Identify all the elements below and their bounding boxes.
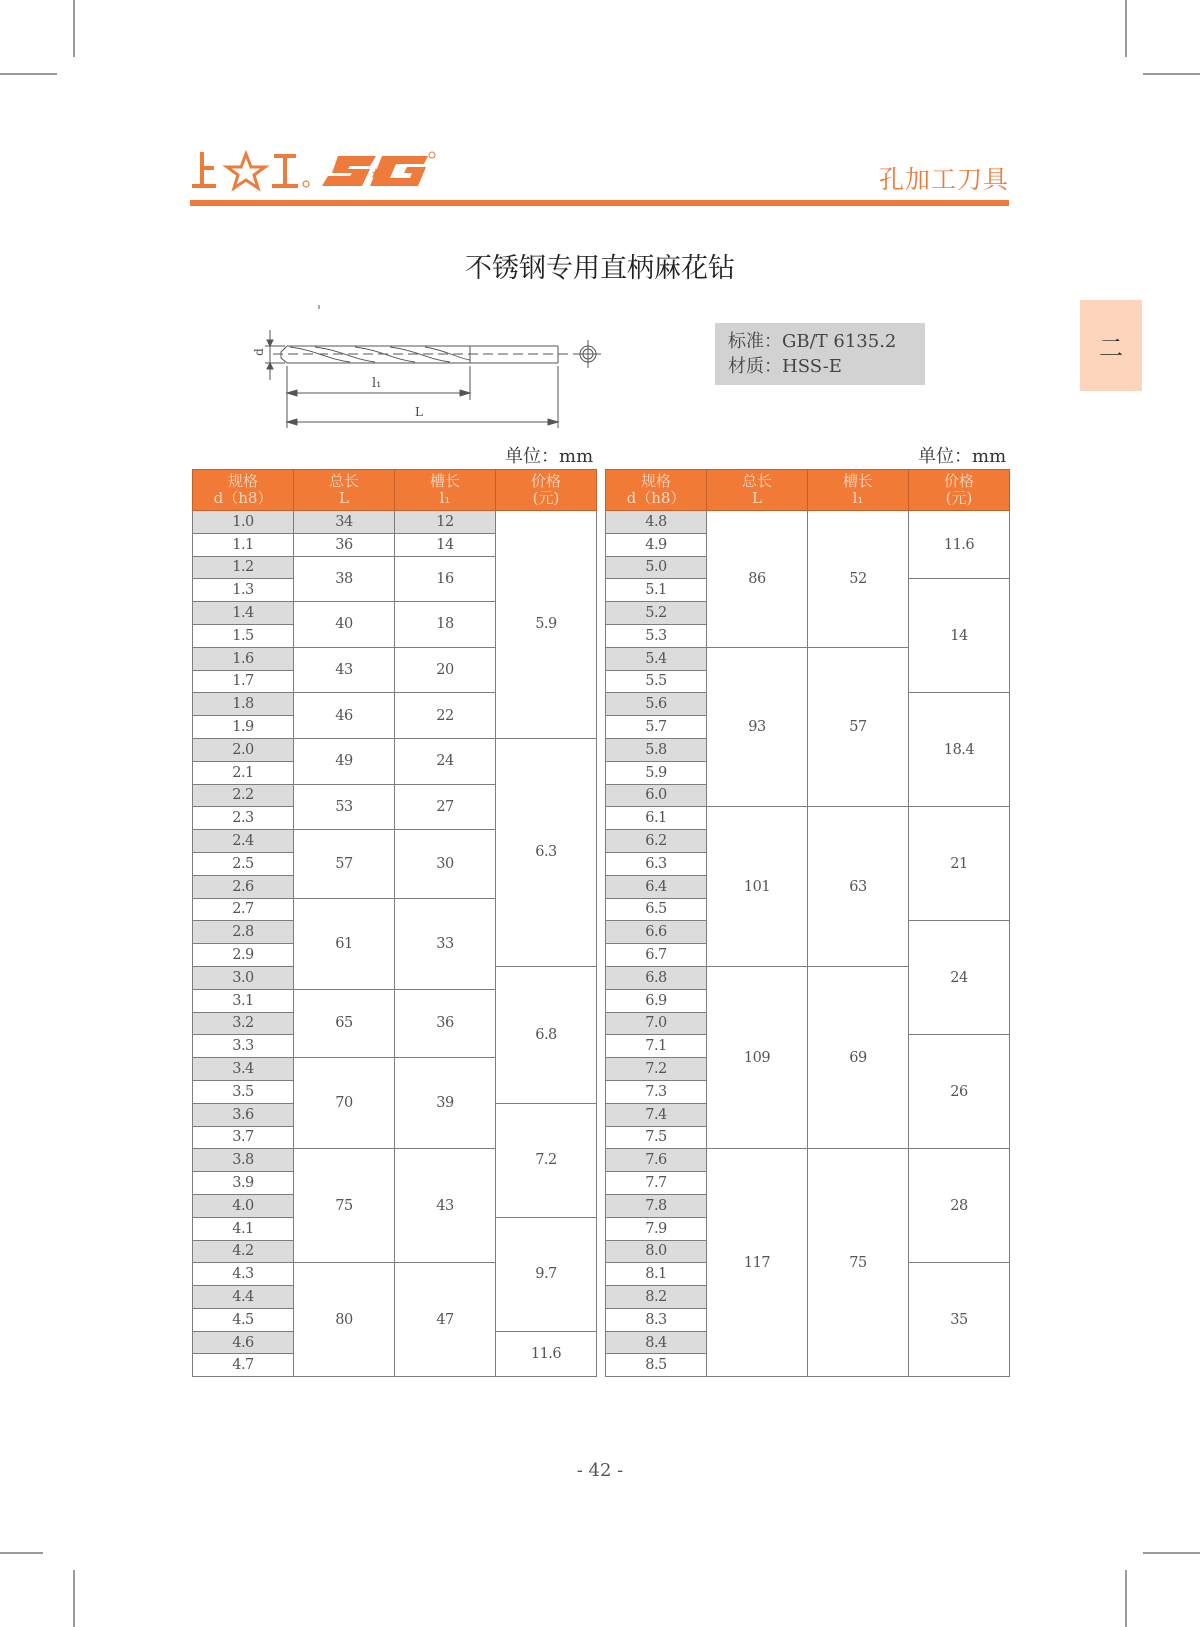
- column-header: 规格 d（h8）: [193, 470, 294, 511]
- cell-diameter: 6.1: [606, 807, 707, 830]
- cell-diameter: 1.1: [193, 533, 294, 556]
- cell-price: 5.9: [496, 511, 597, 739]
- cell-price: 6.8: [496, 966, 597, 1103]
- cell-price: 9.7: [496, 1217, 597, 1331]
- cell-diameter: 2.7: [193, 898, 294, 921]
- cell-diameter: 6.3: [606, 852, 707, 875]
- cell-diameter: 5.2: [606, 602, 707, 625]
- cell-flute-length: 22: [395, 693, 496, 739]
- cell-price: 26: [909, 1035, 1010, 1149]
- cell-total-length: 49: [294, 738, 395, 784]
- table-row: [606, 1149, 1010, 1172]
- cell-diameter: 7.3: [606, 1080, 707, 1103]
- cell-diameter: 4.1: [193, 1217, 294, 1240]
- cell-total-length: 34: [294, 511, 395, 534]
- crop-mark-bottom-left-h: [0, 1552, 43, 1554]
- cell-diameter: 7.4: [606, 1103, 707, 1126]
- cell-flute-length: 39: [395, 1058, 496, 1149]
- cell-diameter: 2.2: [193, 784, 294, 807]
- cell-flute-length: 52: [808, 511, 909, 648]
- crop-mark-bottom-left-v: [73, 1570, 75, 1627]
- cell-diameter: 8.4: [606, 1331, 707, 1354]
- column-header: 总长 L: [707, 470, 808, 511]
- cell-total-length: 57: [294, 830, 395, 898]
- page-title: 不锈钢专用直柄麻花钻: [465, 253, 735, 284]
- cell-diameter: 2.4: [193, 830, 294, 853]
- unit-label-left: 单位：mm: [505, 446, 594, 467]
- cell-diameter: 7.9: [606, 1217, 707, 1240]
- cell-diameter: 8.3: [606, 1308, 707, 1331]
- cell-diameter: 4.7: [193, 1354, 294, 1377]
- column-header: 总长 L: [294, 470, 395, 511]
- cell-total-length: 43: [294, 647, 395, 693]
- table-row: [193, 738, 597, 761]
- cell-diameter: 7.2: [606, 1058, 707, 1081]
- cell-diameter: 3.5: [193, 1080, 294, 1103]
- cell-total-length: 117: [707, 1149, 808, 1377]
- cell-diameter: 1.9: [193, 716, 294, 739]
- cell-diameter: 3.6: [193, 1103, 294, 1126]
- cell-diameter: 2.9: [193, 944, 294, 967]
- cell-price: 35: [909, 1263, 1010, 1377]
- cell-price: 18.4: [909, 693, 1010, 807]
- cell-price: 28: [909, 1149, 1010, 1263]
- cell-price: 11.6: [909, 511, 1010, 579]
- cell-total-length: 36: [294, 533, 395, 556]
- cell-diameter: 2.0: [193, 738, 294, 761]
- cell-diameter: 6.9: [606, 989, 707, 1012]
- cell-diameter: 5.6: [606, 693, 707, 716]
- cell-diameter: 6.8: [606, 966, 707, 989]
- cell-diameter: 6.7: [606, 944, 707, 967]
- cell-total-length: 46: [294, 693, 395, 739]
- cell-diameter: 4.8: [606, 511, 707, 534]
- cell-diameter: 3.3: [193, 1035, 294, 1058]
- crop-mark-top-right-h: [1143, 73, 1200, 75]
- cell-price: 11.6: [496, 1331, 597, 1377]
- cell-diameter: 4.6: [193, 1331, 294, 1354]
- crop-mark-top-left-h: [0, 73, 57, 75]
- column-header: 槽长 l₁: [808, 470, 909, 511]
- cell-diameter: 1.8: [193, 693, 294, 716]
- cell-total-length: 53: [294, 784, 395, 830]
- drill-drawing: [245, 300, 615, 434]
- cell-total-length: 75: [294, 1149, 395, 1263]
- chapter-tab-label: 二: [1099, 334, 1123, 362]
- cell-total-length: 38: [294, 556, 395, 602]
- diameter-label: d: [251, 348, 266, 356]
- cell-diameter: 8.0: [606, 1240, 707, 1263]
- table-row: [606, 511, 1010, 534]
- cell-diameter: 2.1: [193, 761, 294, 784]
- cell-diameter: 7.6: [606, 1149, 707, 1172]
- cell-diameter: 5.1: [606, 579, 707, 602]
- cell-diameter: 1.5: [193, 624, 294, 647]
- cell-diameter: 2.3: [193, 807, 294, 830]
- cell-price: 21: [909, 807, 1010, 921]
- cell-diameter: 4.4: [193, 1286, 294, 1309]
- cell-diameter: 3.8: [193, 1149, 294, 1172]
- cell-diameter: 6.0: [606, 784, 707, 807]
- cell-diameter: 3.2: [193, 1012, 294, 1035]
- cell-diameter: 3.1: [193, 989, 294, 1012]
- cell-diameter: 2.8: [193, 921, 294, 944]
- table-header-row: [193, 470, 597, 511]
- cell-diameter: 3.9: [193, 1172, 294, 1195]
- table-row: [606, 807, 1010, 830]
- cell-flute-length: 12: [395, 511, 496, 534]
- cell-diameter: 4.9: [606, 533, 707, 556]
- total-length-label: L: [415, 405, 423, 419]
- unit-label-right: 单位：mm: [918, 446, 1007, 467]
- cell-diameter: 4.0: [193, 1194, 294, 1217]
- cell-diameter: 5.5: [606, 670, 707, 693]
- cell-diameter: 1.0: [193, 511, 294, 534]
- cell-diameter: 6.6: [606, 921, 707, 944]
- cell-diameter: 3.0: [193, 966, 294, 989]
- cell-diameter: 1.3: [193, 579, 294, 602]
- cell-total-length: 40: [294, 602, 395, 648]
- cell-total-length: 80: [294, 1263, 395, 1377]
- section-title: 孔加工刀具: [878, 165, 1009, 194]
- cell-diameter: 5.9: [606, 761, 707, 784]
- spec-box: [715, 323, 925, 385]
- spec-table-right: [605, 469, 1010, 1377]
- cell-total-length: 65: [294, 989, 395, 1057]
- cell-flute-length: 69: [808, 966, 909, 1148]
- cell-total-length: 101: [707, 807, 808, 967]
- cell-diameter: 8.2: [606, 1286, 707, 1309]
- page-number: - 42 -: [576, 1460, 624, 1481]
- cell-diameter: 7.8: [606, 1194, 707, 1217]
- cell-total-length: 61: [294, 898, 395, 989]
- cell-price: 6.3: [496, 738, 597, 966]
- cell-flute-length: 47: [395, 1263, 496, 1377]
- material-text: 材质：HSS-E: [728, 356, 842, 377]
- flute-length-label: l₁: [372, 376, 382, 391]
- cell-diameter: 4.5: [193, 1308, 294, 1331]
- cell-flute-length: 57: [808, 647, 909, 807]
- column-header: 规格 d（h8）: [606, 470, 707, 511]
- column-header: 槽长 l₁: [395, 470, 496, 511]
- cell-diameter: 7.1: [606, 1035, 707, 1058]
- spec-table-left: [192, 469, 597, 1377]
- cell-total-length: 109: [707, 966, 808, 1148]
- cell-diameter: 6.5: [606, 898, 707, 921]
- cell-diameter: 7.5: [606, 1126, 707, 1149]
- cell-diameter: 1.2: [193, 556, 294, 579]
- crop-mark-top-right-v: [1125, 0, 1127, 57]
- table-header-row: [606, 470, 1010, 511]
- cell-flute-length: 16: [395, 556, 496, 602]
- cell-flute-length: 33: [395, 898, 496, 989]
- crop-mark-bottom-right-h: [1143, 1552, 1200, 1554]
- cell-flute-length: 43: [395, 1149, 496, 1263]
- cell-flute-length: 18: [395, 602, 496, 648]
- column-header: 价格 (元): [496, 470, 597, 511]
- cell-diameter: 6.2: [606, 830, 707, 853]
- crop-mark-bottom-right-v: [1125, 1570, 1127, 1627]
- cell-price: 7.2: [496, 1103, 597, 1217]
- cell-flute-length: 20: [395, 647, 496, 693]
- cell-price: 24: [909, 921, 1010, 1035]
- table-row: [193, 511, 597, 534]
- cell-flute-length: 63: [808, 807, 909, 967]
- cell-diameter: 5.7: [606, 716, 707, 739]
- cell-flute-length: 30: [395, 830, 496, 898]
- cell-diameter: 4.2: [193, 1240, 294, 1263]
- cell-diameter: 8.1: [606, 1263, 707, 1286]
- cell-diameter: 3.7: [193, 1126, 294, 1149]
- cell-diameter: 3.4: [193, 1058, 294, 1081]
- cell-diameter: 1.7: [193, 670, 294, 693]
- header-rule: [190, 200, 1009, 206]
- cell-diameter: 1.6: [193, 647, 294, 670]
- cell-flute-length: 36: [395, 989, 496, 1057]
- cell-price: 14: [909, 579, 1010, 693]
- column-header: 价格 (元): [909, 470, 1010, 511]
- cell-flute-length: 27: [395, 784, 496, 830]
- cell-diameter: 7.7: [606, 1172, 707, 1195]
- cell-diameter: 6.4: [606, 875, 707, 898]
- cell-total-length: 70: [294, 1058, 395, 1149]
- cell-flute-length: 24: [395, 738, 496, 784]
- cell-diameter: 5.3: [606, 624, 707, 647]
- crop-mark-top-left-v: [73, 0, 75, 57]
- cell-diameter: 4.3: [193, 1263, 294, 1286]
- cell-flute-length: 75: [808, 1149, 909, 1377]
- standard-text: 标准：GB/T 6135.2: [728, 331, 897, 352]
- cell-diameter: 8.5: [606, 1354, 707, 1377]
- brand-logo: [190, 148, 440, 190]
- chapter-tab: [1080, 300, 1142, 391]
- cell-diameter: 7.0: [606, 1012, 707, 1035]
- cell-total-length: 93: [707, 647, 808, 807]
- cell-diameter: 1.4: [193, 602, 294, 625]
- cell-diameter: 5.8: [606, 738, 707, 761]
- cell-diameter: 5.4: [606, 647, 707, 670]
- cell-diameter: 2.6: [193, 875, 294, 898]
- cell-total-length: 86: [707, 511, 808, 648]
- cell-diameter: 2.5: [193, 852, 294, 875]
- cell-diameter: 5.0: [606, 556, 707, 579]
- cell-flute-length: 14: [395, 533, 496, 556]
